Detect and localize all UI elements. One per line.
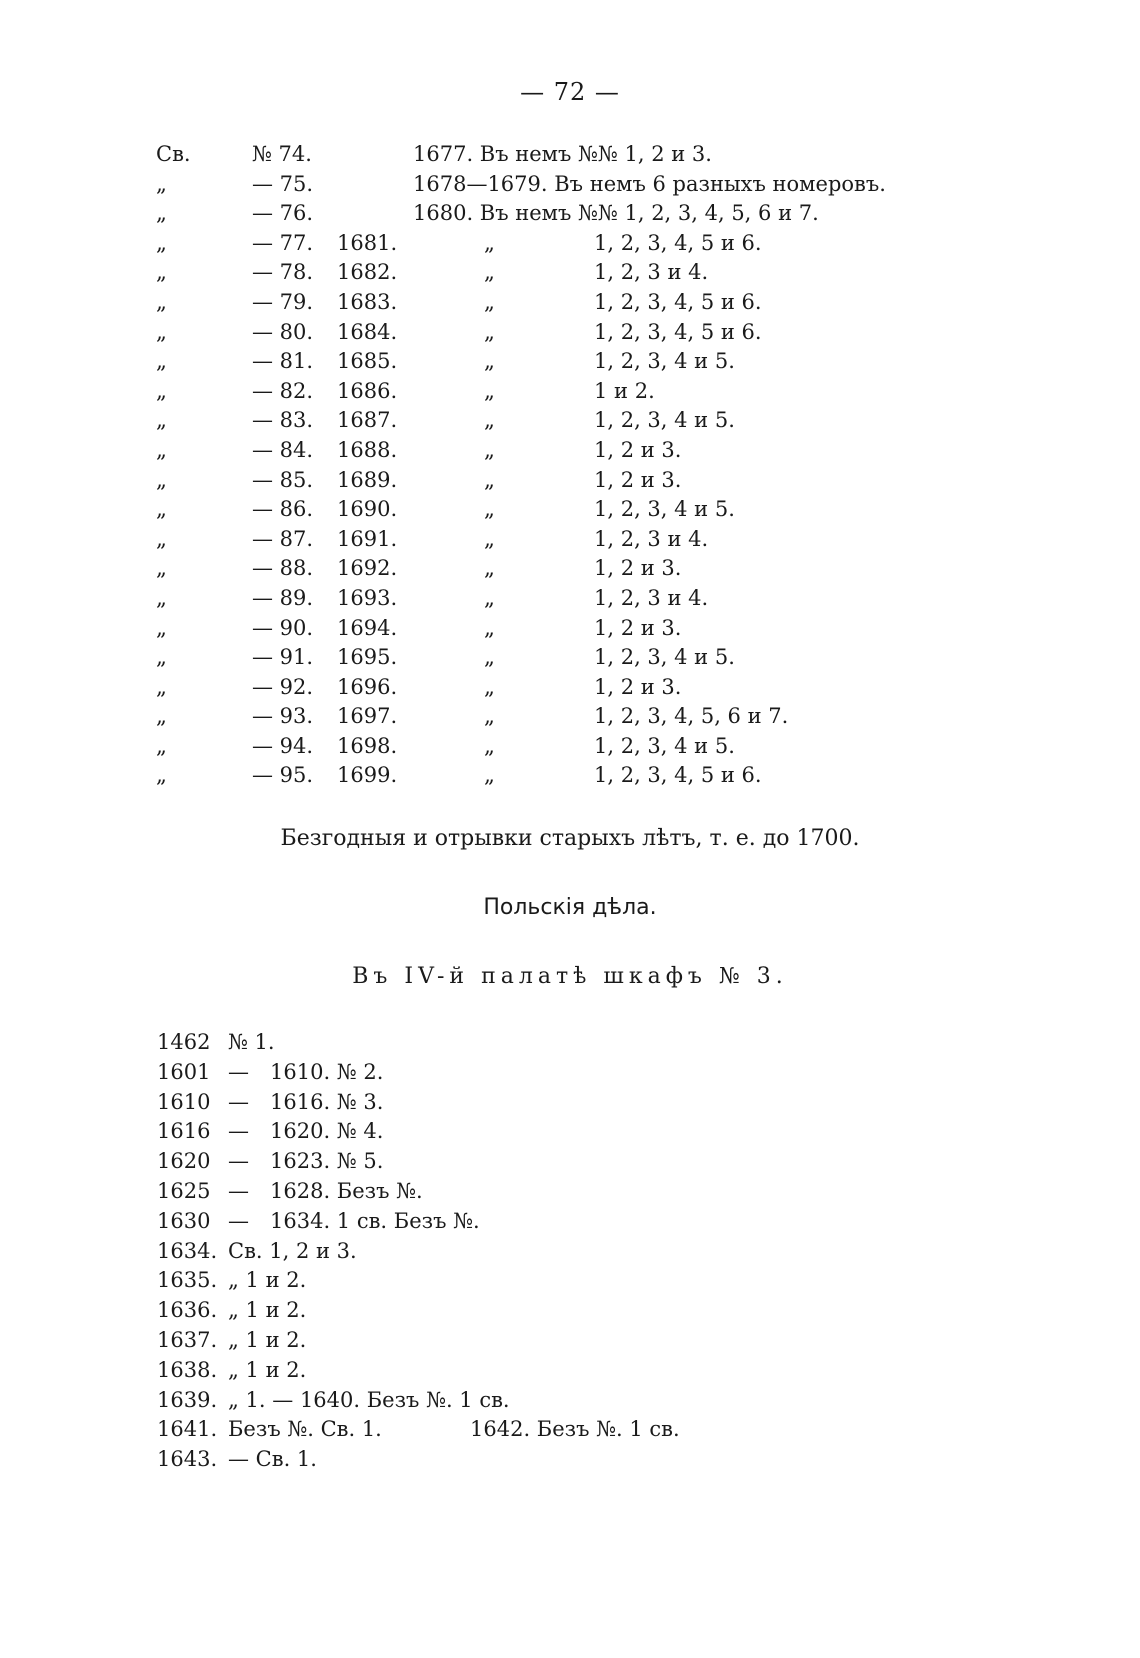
year: 1462 <box>157 1030 211 1054</box>
ditto-mark: „ <box>484 615 495 640</box>
year: 1638. <box>157 1357 218 1382</box>
contents: 1, 2 и 3. <box>594 615 682 640</box>
box-number: — 84. <box>252 437 314 462</box>
contents: 1616. № 3. <box>270 1089 384 1114</box>
year: 1637. <box>157 1327 218 1352</box>
mark: „ <box>156 349 167 374</box>
page-number: — 72 — <box>520 78 620 106</box>
list-item <box>0 1058 1140 1088</box>
box-number: — 82. <box>252 378 314 403</box>
table-row <box>0 584 1140 614</box>
table-row <box>0 170 1140 200</box>
mark: „ <box>156 585 167 610</box>
year: 1641. <box>157 1417 218 1442</box>
box-number: — 83. <box>252 408 314 433</box>
contents: „ 1 и 2. <box>228 1268 307 1293</box>
table-row <box>0 614 1140 644</box>
contents: 1, 2 и 3. <box>594 437 682 462</box>
year: 1693. <box>337 585 398 610</box>
mark: „ <box>156 289 167 314</box>
undated-heading: Безгодныя и отрывки старыхъ лѣтъ, т. е. до 1700. <box>280 826 860 851</box>
contents: „ 1 и 2. <box>228 1298 307 1323</box>
mark: „ <box>156 319 167 344</box>
box-number: — 86. <box>252 497 314 522</box>
table-row <box>0 673 1140 703</box>
mark: Св. <box>156 142 191 166</box>
year: 1688. <box>337 437 398 462</box>
contents: „ 1 и 2. <box>228 1327 307 1352</box>
contents: 1, 2, 3, 4 и 5. <box>594 497 735 522</box>
contents: Безъ №. Св. 1. <box>228 1417 382 1442</box>
mark: „ <box>156 615 167 640</box>
dash: — <box>228 1208 249 1233</box>
mark: „ <box>156 497 167 522</box>
contents: 1620. № 4. <box>270 1119 384 1144</box>
list-item <box>0 1117 1140 1147</box>
contents: 1, 2, 3, 4 и 5. <box>594 408 735 433</box>
box-number: — 79. <box>252 289 314 314</box>
contents: „ 1. — 1640. Безъ №. 1 св. <box>228 1387 510 1412</box>
year: 1687. <box>337 408 398 433</box>
mark: „ <box>156 733 167 758</box>
list-item <box>0 1356 1140 1386</box>
mark: „ <box>156 171 167 196</box>
year: 1630 <box>157 1208 211 1233</box>
contents: Св. 1, 2 и 3. <box>228 1238 357 1263</box>
year: 1639. <box>157 1387 218 1412</box>
contents: 1634. 1 св. Безъ №. <box>270 1208 480 1233</box>
contents: 1, 2 и 3. <box>594 467 682 492</box>
box-number: — 92. <box>252 674 314 699</box>
table-row <box>0 199 1140 229</box>
list-item <box>0 1177 1140 1207</box>
polish-list <box>0 1028 1140 1475</box>
mark: „ <box>156 201 167 226</box>
box-number: — 93. <box>252 704 314 729</box>
list-item <box>0 1028 1140 1058</box>
contents: № 1. <box>228 1030 275 1054</box>
ditto-mark: „ <box>484 585 495 610</box>
contents: 1677. Въ немъ №№ 1, 2 и 3. <box>413 142 712 166</box>
box-number: — 78. <box>252 260 314 285</box>
year: 1610 <box>157 1089 211 1114</box>
ditto-mark: „ <box>484 260 495 285</box>
list-item <box>0 1386 1140 1416</box>
mark: „ <box>156 526 167 551</box>
table-row <box>0 643 1140 673</box>
table-row <box>0 554 1140 584</box>
year: 1601 <box>157 1059 211 1084</box>
list-item <box>0 1237 1140 1267</box>
table-row <box>0 318 1140 348</box>
year: 1698. <box>337 733 398 758</box>
list-item <box>0 1326 1140 1356</box>
year: 1689. <box>337 467 398 492</box>
mark: „ <box>156 467 167 492</box>
ditto-mark: „ <box>484 437 495 462</box>
ditto-mark: „ <box>484 408 495 433</box>
dash: — <box>228 1059 249 1084</box>
register-table <box>0 140 1140 791</box>
ditto-mark: „ <box>484 763 495 788</box>
ditto-mark: „ <box>484 349 495 374</box>
year: 1696. <box>337 674 398 699</box>
year: 1697. <box>337 704 398 729</box>
contents: 1, 2, 3, 4, 5, 6 и 7. <box>594 704 789 729</box>
year: 1695. <box>337 645 398 670</box>
list-item <box>0 1266 1140 1296</box>
year: 1691. <box>337 526 398 551</box>
contents: 1, 2 и 3. <box>594 556 682 581</box>
contents: 1628. Безъ №. <box>270 1178 423 1203</box>
contents: 1, 2, 3, 4, 5 и 6. <box>594 319 762 344</box>
box-number: № 74. <box>252 142 312 166</box>
mark: „ <box>156 763 167 788</box>
contents: 1, 2, 3, 4, 5 и 6. <box>594 763 762 788</box>
box-number: — 91. <box>252 645 314 670</box>
contents: 1, 2 и 3. <box>594 674 682 699</box>
list-item <box>0 1415 1140 1445</box>
year: 1636. <box>157 1298 218 1323</box>
box-number: — 89. <box>252 585 314 610</box>
mark: „ <box>156 408 167 433</box>
list-item <box>0 1207 1140 1237</box>
contents: 1, 2, 3, 4 и 5. <box>594 733 735 758</box>
list-item <box>0 1088 1140 1118</box>
table-row <box>0 761 1140 791</box>
location-line: Въ IV-й палатѣ шкафъ № 3. <box>352 964 788 989</box>
contents: 1623. № 5. <box>270 1149 384 1174</box>
year: 1634. <box>157 1238 218 1263</box>
box-number: — 80. <box>252 319 314 344</box>
table-row <box>0 347 1140 377</box>
contents: 1, 2, 3, 4 и 5. <box>594 645 735 670</box>
ditto-mark: „ <box>484 704 495 729</box>
dash: — <box>228 1178 249 1203</box>
ditto-mark: „ <box>484 467 495 492</box>
second-entry: 1642. Безъ №. 1 св. <box>470 1417 680 1442</box>
box-number: — 85. <box>252 467 314 492</box>
year: 1685. <box>337 349 398 374</box>
box-number: — 77. <box>252 230 314 255</box>
list-item <box>0 1147 1140 1177</box>
year: 1684. <box>337 319 398 344</box>
contents: 1610. № 2. <box>270 1059 384 1084</box>
ditto-mark: „ <box>484 526 495 551</box>
year: 1643. <box>157 1447 218 1472</box>
contents: 1 и 2. <box>594 378 655 403</box>
box-number: — 75. <box>252 171 314 196</box>
mark: „ <box>156 704 167 729</box>
table-row <box>0 258 1140 288</box>
ditto-mark: „ <box>484 289 495 314</box>
contents: 1680. Въ немъ №№ 1, 2, 3, 4, 5, 6 и 7. <box>413 201 819 226</box>
table-row <box>0 436 1140 466</box>
table-row <box>0 229 1140 259</box>
contents: — Св. 1. <box>228 1447 317 1472</box>
mark: „ <box>156 260 167 285</box>
box-number: — 95. <box>252 763 314 788</box>
table-row <box>0 525 1140 555</box>
year: 1694. <box>337 615 398 640</box>
ditto-mark: „ <box>484 319 495 344</box>
ditto-mark: „ <box>484 674 495 699</box>
year: 1686. <box>337 378 398 403</box>
mark: „ <box>156 230 167 255</box>
year: 1620 <box>157 1149 211 1174</box>
table-row <box>0 466 1140 496</box>
table-row <box>0 406 1140 436</box>
contents: 1, 2, 3, 4, 5 и 6. <box>594 230 762 255</box>
year: 1625 <box>157 1178 211 1203</box>
box-number: — 94. <box>252 733 314 758</box>
contents: 1, 2, 3 и 4. <box>594 260 709 285</box>
list-item <box>0 1445 1140 1475</box>
year: 1699. <box>337 763 398 788</box>
mark: „ <box>156 556 167 581</box>
ditto-mark: „ <box>484 230 495 255</box>
dash: — <box>228 1119 249 1144</box>
contents: 1678—1679. Въ немъ 6 разныхъ номеровъ. <box>413 171 886 196</box>
contents: 1, 2, 3 и 4. <box>594 585 709 610</box>
ditto-mark: „ <box>484 497 495 522</box>
mark: „ <box>156 378 167 403</box>
table-row <box>0 288 1140 318</box>
table-row <box>0 732 1140 762</box>
contents: 1, 2, 3, 4, 5 и 6. <box>594 289 762 314</box>
box-number: — 88. <box>252 556 314 581</box>
year: 1692. <box>337 556 398 581</box>
table-row <box>0 495 1140 525</box>
dash: — <box>228 1089 249 1114</box>
mark: „ <box>156 437 167 462</box>
box-number: — 87. <box>252 526 314 551</box>
list-item <box>0 1296 1140 1326</box>
ditto-mark: „ <box>484 645 495 670</box>
mark: „ <box>156 645 167 670</box>
year: 1635. <box>157 1268 218 1293</box>
section-title: Польскія дѣла. <box>483 895 657 920</box>
year: 1682. <box>337 260 398 285</box>
contents: „ 1 и 2. <box>228 1357 307 1382</box>
table-row <box>0 140 1140 170</box>
ditto-mark: „ <box>484 378 495 403</box>
box-number: — 81. <box>252 349 314 374</box>
year: 1690. <box>337 497 398 522</box>
year: 1681. <box>337 230 398 255</box>
mark: „ <box>156 674 167 699</box>
dash: — <box>228 1149 249 1174</box>
year: 1616 <box>157 1119 211 1144</box>
table-row <box>0 702 1140 732</box>
box-number: — 90. <box>252 615 314 640</box>
ditto-mark: „ <box>484 733 495 758</box>
box-number: — 76. <box>252 201 314 226</box>
table-row <box>0 377 1140 407</box>
year: 1683. <box>337 289 398 314</box>
ditto-mark: „ <box>484 556 495 581</box>
contents: 1, 2, 3, 4 и 5. <box>594 349 735 374</box>
contents: 1, 2, 3 и 4. <box>594 526 709 551</box>
